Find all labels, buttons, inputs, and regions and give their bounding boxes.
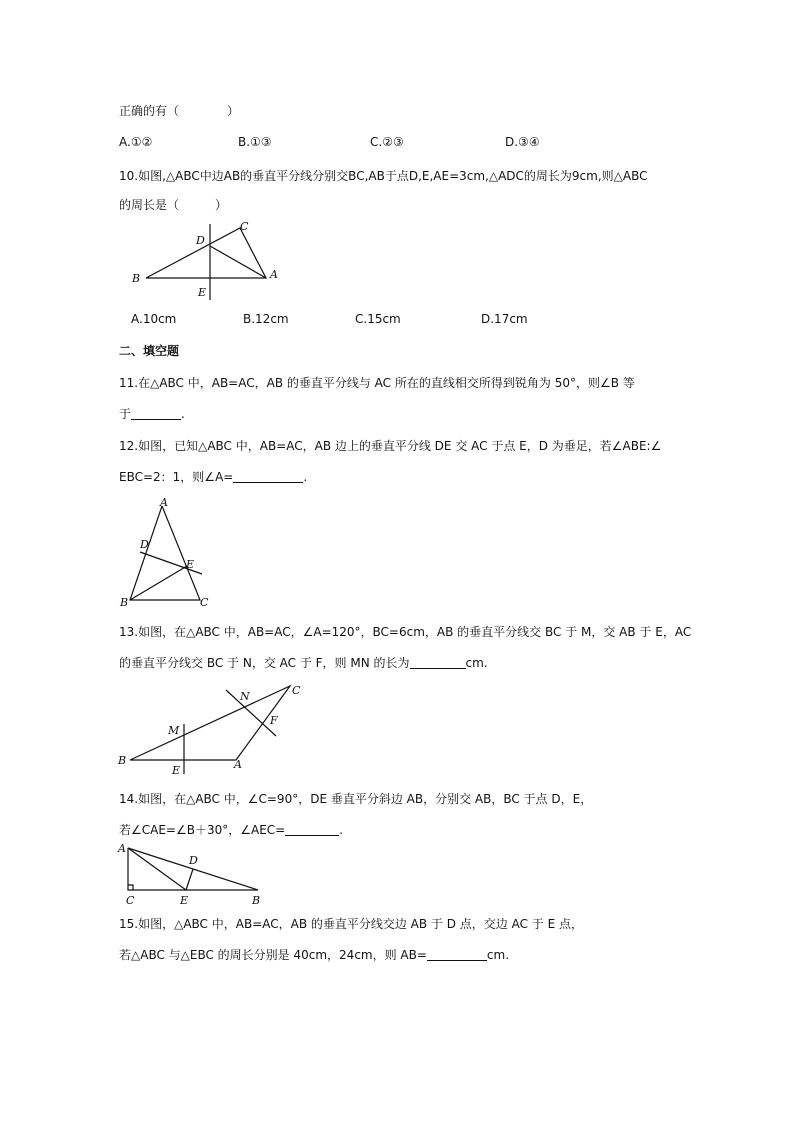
q15-answer-blank[interactable]: [427, 948, 487, 961]
q15-line2-pre: 若△ABC 与△EBC 的周长分别是 40cm，24cm，则 AB=: [119, 948, 427, 962]
q12-label-d: D: [140, 538, 149, 551]
q14-line1: 14.如图，在△ABC 中，∠C=90°，DE 垂直平分斜边 AB，分别交 AB，BC 于点 D，E，: [119, 792, 593, 806]
q10-option-b: B.12cm: [243, 312, 289, 326]
q10-label-e: E: [198, 286, 207, 299]
q13-ac-bisector: [226, 690, 276, 736]
q14-right-angle-mark: [128, 885, 133, 890]
q10-option-d: D.17cm: [481, 312, 528, 326]
q13-label-a: A: [234, 758, 242, 771]
q13-line2: [119, 654, 488, 671]
q14-label-d: D: [189, 854, 198, 867]
q14-line2-post: .: [339, 823, 344, 837]
q14-label-e: E: [180, 894, 189, 907]
q11-line1: 11.在△ABC 中，AB=AC，AB 的垂直平分线与 AC 所在的直线相交所得到锐角为 50°，则∠B 等: [119, 376, 635, 390]
q13-line2-post: cm.: [465, 656, 488, 670]
q12-line2-pre: EBC=2：1，则∠A=: [119, 470, 234, 484]
q9-option-b: B.①③: [238, 135, 272, 149]
q14-segment-ae: [128, 848, 186, 890]
q10-triangle: [146, 228, 266, 278]
q12-figure: [116, 496, 216, 610]
q14-line2: [119, 821, 343, 838]
q13-label-e: E: [172, 764, 181, 777]
q14-de-bisector: [186, 869, 193, 890]
q12-segment-be: [130, 566, 187, 600]
q12-line2: [119, 468, 307, 485]
q10-line1: 10.如图,△ABC中边AB的垂直平分线分别交BC,AB于点D,E,AE=3cm,△ADC的周长为9cm,则△ABC: [119, 169, 648, 183]
q12-answer-blank[interactable]: [233, 470, 303, 483]
q14-label-b: B: [252, 894, 261, 907]
q13-label-f: F: [270, 714, 278, 727]
q10-label-b: B: [132, 272, 141, 285]
q11-line2-post: .: [181, 407, 185, 421]
q15-line1: 15.如图，△ABC 中，AB=AC，AB 的垂直平分线交边 AB 于 D 点，交边 AC 于 E 点，: [119, 917, 584, 931]
q9-option-d: D.③④: [505, 135, 540, 149]
q10-option-a: A.10cm: [131, 312, 177, 326]
q13-answer-blank[interactable]: [410, 656, 466, 669]
q10-line2: 的周长是（ ）: [119, 198, 228, 212]
q10-option-c: C.15cm: [355, 312, 401, 326]
q13-label-m: M: [168, 724, 180, 737]
q10-label-a: A: [270, 268, 278, 281]
q13-line2-pre: 的垂直平分线交 BC 于 N，交 AC 于 F，则 MN 的长为: [119, 656, 410, 670]
q13-label-b: B: [118, 754, 127, 767]
q13-triangle: [130, 686, 290, 760]
q13-label-c: C: [292, 684, 301, 697]
q10-figure: [130, 218, 290, 302]
q15-line2-post: cm.: [486, 948, 510, 962]
q12-line2-post: .: [303, 470, 308, 484]
q14-line2-pre: 若∠CAE=∠B＋30°，∠AEC=: [119, 823, 286, 837]
q14-answer-blank[interactable]: [285, 823, 339, 836]
q10-label-c: C: [240, 220, 249, 233]
q11-line2-pre: 于: [119, 407, 132, 421]
q12-label-b: B: [120, 596, 129, 609]
q11-line2: [119, 405, 185, 422]
q12-label-c: C: [200, 596, 209, 609]
section-title: 二、填空题: [119, 344, 180, 358]
q9-option-c: C.②③: [370, 135, 404, 149]
q12-label-e: E: [186, 558, 195, 571]
q14-label-c: C: [126, 894, 135, 907]
q13-label-n: N: [240, 690, 250, 703]
q12-triangle: [130, 506, 200, 600]
q13-line1: 13.如图，在△ABC 中，AB=AC，∠A=120°，BC=6cm，AB 的垂直平分线交 BC 于 M，交 AB 于 E，AC: [119, 625, 692, 639]
q12-line1: 12.如图，已知△ABC 中，AB=AC，AB 边上的垂直平分线 DE 交 AC 于点 E，D 为垂足，若∠ABE:∠: [119, 439, 662, 453]
q9-option-a: A.①②: [119, 135, 153, 149]
q15-line2: [119, 946, 509, 963]
q12-label-a: A: [160, 496, 168, 509]
q14-label-a: A: [118, 842, 126, 855]
q9-tail-text: 正确的有（ ）: [119, 104, 240, 118]
q11-answer-blank[interactable]: [131, 407, 181, 420]
q10-label-d: D: [196, 234, 205, 247]
q13-figure: [116, 680, 312, 776]
q14-figure: [116, 842, 272, 906]
